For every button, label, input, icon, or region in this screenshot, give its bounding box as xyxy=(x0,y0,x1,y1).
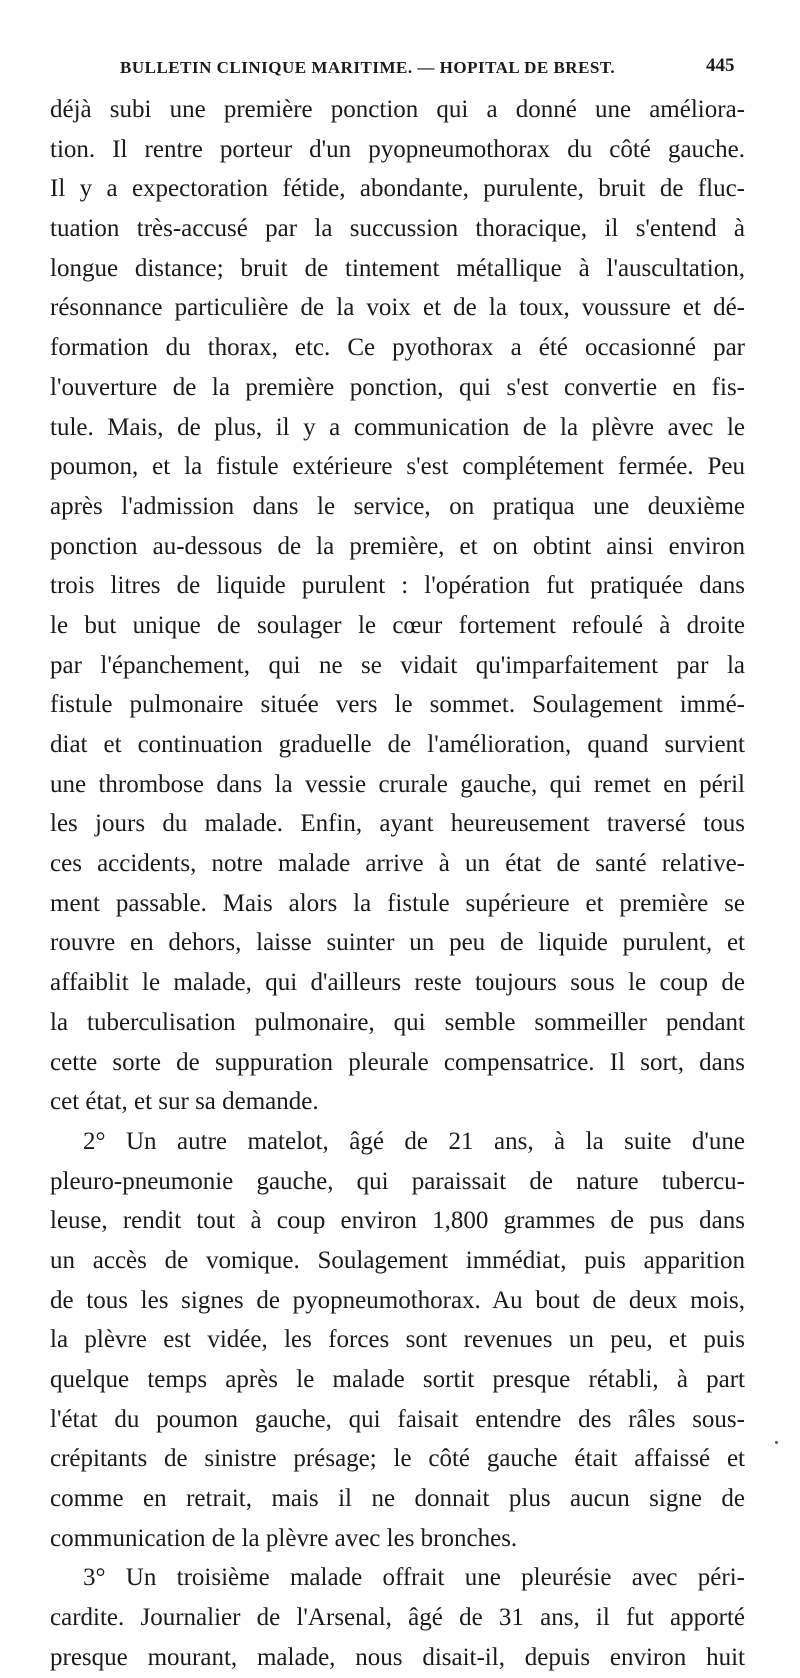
text-line: comme en retrait, mais il ne donnait plus aucun signe de xyxy=(50,1485,745,1513)
text-line: par l'épanchement, qui ne se vidait qu'imparfaitement par la xyxy=(50,651,745,679)
text-line: poumon, et la fistule extérieure s'est complétement fermée. Peu xyxy=(50,453,745,481)
text-line: 3° Un troisième malade offrait une pleurésie avec péri- xyxy=(83,1564,745,1592)
text-line: cardite. Journalier de l'Arsenal, âgé de 31 ans, il fut apporté xyxy=(50,1604,745,1632)
text-line: la plèvre est vidée, les forces sont revenues un peu, et puis xyxy=(50,1326,745,1354)
text-line: déjà subi une première ponction qui a donné une améliora- xyxy=(50,96,745,123)
body-text xyxy=(50,90,745,1678)
text-line: fistule pulmonaire située vers le sommet. Soulagement immé- xyxy=(50,691,745,719)
text-line: de tous les signes de pyopneumothorax. Au bout de deux mois, xyxy=(50,1286,745,1314)
text-line: rouvre en dehors, laisse suinter un peu de liquide purulent, et xyxy=(50,929,745,957)
text-line: tule. Mais, de plus, il y a communication de la plèvre avec le xyxy=(50,413,745,441)
text-line: trois litres de liquide purulent : l'opération fut pratiquée dans xyxy=(50,572,745,600)
text-line: diat et continuation graduelle de l'amélioration, quand survient xyxy=(50,731,745,758)
text-line: ment passable. Mais alors la fistule supérieure et première se xyxy=(50,889,745,917)
text-line: tion. Il rentre porteur d'un pyopneumothorax du côté gauche. xyxy=(50,135,745,163)
text-line: après l'admission dans le service, on pratiqua une deuxième xyxy=(50,492,745,520)
text-line: cet état, et sur sa demande. xyxy=(50,1088,319,1116)
text-line: résonnance particulière de la voix et de la toux, voussure et dé- xyxy=(50,294,745,322)
text-line: presque mourant, malade, nous disait-il, depuis environ huit xyxy=(50,1643,745,1671)
text-line: la tuberculisation pulmonaire, qui semble sommeiller pendant xyxy=(50,1008,745,1036)
page-number: 445 xyxy=(706,55,735,76)
text-line: tuation très-accusé par la succussion thoracique, il s'entend à xyxy=(50,215,745,243)
text-line: l'ouverture de la première ponction, qui s'est convertie en fis- xyxy=(50,373,745,401)
text-line: pleuro-pneumonie gauche, qui paraissait de nature tubercu- xyxy=(50,1167,745,1195)
text-line: une thrombose dans la vessie crurale gauche, qui remet en péril xyxy=(50,770,745,798)
text-line: l'état du poumon gauche, qui faisait entendre des râles sous- xyxy=(50,1405,745,1433)
text-line: ces accidents, notre malade arrive à un état de santé relative- xyxy=(50,850,745,878)
text-line: crépitants de sinistre présage; le côté gauche était affaissé et xyxy=(50,1445,745,1473)
text-line: ponction au-dessous de la première, et on obtint ainsi environ xyxy=(50,532,745,560)
scan-speck xyxy=(775,1441,778,1444)
text-line: leuse, rendit tout à coup environ 1,800 grammes de pus dans xyxy=(50,1207,745,1235)
text-line: un accès de vomique. Soulagement immédiat, puis apparition xyxy=(50,1246,745,1274)
text-line: longue distance; bruit de tintement métallique à l'auscultation, xyxy=(50,254,745,282)
text-line: affaiblit le malade, qui d'ailleurs reste toujours sous le coup de xyxy=(50,969,745,997)
text-line: 2° Un autre matelot, âgé de 21 ans, à la suite d'une xyxy=(83,1127,745,1155)
text-line: formation du thorax, etc. Ce pyothorax a été occasionné par xyxy=(50,334,745,362)
text-line: Il y a expectoration fétide, abondante, purulente, bruit de fluc- xyxy=(50,175,745,203)
text-line: cette sorte de suppuration pleurale compensatrice. Il sort, dans xyxy=(50,1048,745,1076)
text-line: le but unique de soulager le cœur fortement refoulé à droite xyxy=(50,611,745,639)
text-line: les jours du malade. Enfin, ayant heureusement traversé tous xyxy=(50,810,745,838)
text-line: quelque temps après le malade sortit presque rétabli, à part xyxy=(50,1366,745,1393)
running-head: BULLETIN CLINIQUE MARITIME. — HOPITAL DE BREST. xyxy=(120,58,616,77)
text-line: communication de la plèvre avec les bronches. xyxy=(50,1524,518,1552)
